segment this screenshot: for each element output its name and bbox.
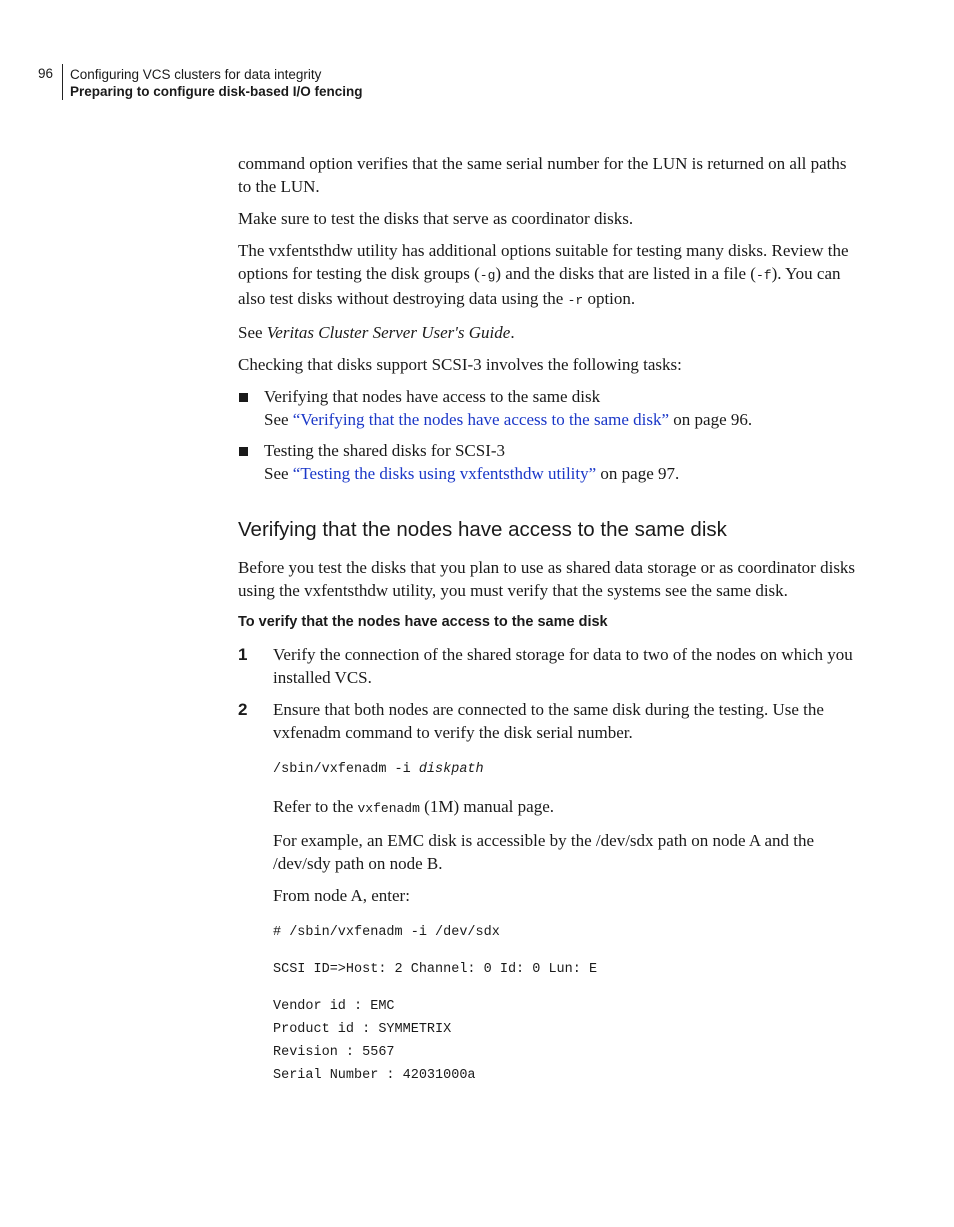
paragraph-tasks-intro: Checking that disks support SCSI-3 involves the following tasks: bbox=[238, 355, 682, 374]
paragraph-see-guide: See Veritas Cluster Server User's Guide. bbox=[238, 323, 515, 342]
step-text: Verify the connection of the shared storage for data to two of the nodes on which you installed VCS. bbox=[273, 645, 853, 687]
paragraph-refer: Refer to the vxfenadm (1M) manual page. bbox=[273, 797, 554, 816]
option-g: -g bbox=[479, 268, 496, 283]
header-titles bbox=[62, 64, 363, 100]
task-list bbox=[238, 385, 862, 485]
output-line: Vendor id : EMC bbox=[273, 999, 395, 1014]
procedure-step bbox=[238, 643, 862, 689]
command-argument: diskpath bbox=[418, 762, 484, 777]
procedure-step bbox=[238, 698, 862, 744]
chapter-title: Configuring VCS clusters for data integrity bbox=[70, 67, 322, 82]
output-line: SCSI ID=>Host: 2 Channel: 0 Id: 0 Lun: E bbox=[273, 962, 598, 977]
output-line: Product id : SYMMETRIX bbox=[273, 1022, 452, 1037]
command-syntax: /sbin/vxfenadm -i diskpath bbox=[273, 762, 484, 777]
output-line: Serial Number : 42031000a bbox=[273, 1068, 476, 1083]
paragraph-coordinator: Make sure to test the disks that serve as coordinator disks. bbox=[238, 209, 634, 228]
page-body bbox=[238, 152, 862, 1101]
section-title: Preparing to configure disk-based I/O fencing bbox=[70, 84, 363, 99]
cross-reference-link[interactable]: “Verifying that the nodes have access to the same disk” bbox=[292, 410, 670, 429]
manual-command: vxfenadm bbox=[357, 801, 420, 816]
option-r: -r bbox=[567, 293, 584, 308]
paragraph-example: For example, an EMC disk is accessible by the /dev/sdx path on node A and the /dev/sdy path on node B. bbox=[273, 831, 815, 873]
running-header bbox=[38, 64, 363, 100]
cross-reference-link[interactable]: “Testing the disks using vxfentsthdw utility” bbox=[292, 464, 597, 483]
paragraph-serial-number: command option verifies that the same serial number for the LUN is returned on all paths to the LUN. bbox=[238, 154, 847, 196]
command-output bbox=[273, 921, 862, 1087]
bullet-square-icon bbox=[239, 393, 248, 402]
output-line: Revision : 5567 bbox=[273, 1045, 395, 1060]
step-number: 2 bbox=[238, 700, 248, 719]
paragraph-options: The vxfentsthdw utility has additional options suitable for testing many disks. Review the options for testing the disk groups (-g) and the disks that are listed in a file (-f). You can also test disks without destroying data using the -r option. bbox=[238, 241, 849, 308]
step-number: 1 bbox=[238, 645, 248, 664]
output-line: # /sbin/vxfenadm -i /dev/sdx bbox=[273, 925, 500, 940]
option-f: -f bbox=[755, 268, 772, 283]
list-item: Verifying that nodes have access to the same disk See “Verifying that the nodes have access to the same disk” on page 96. bbox=[238, 385, 862, 431]
section-heading: Verifying that the nodes have access to the same disk bbox=[238, 518, 727, 541]
page-number: 96 bbox=[38, 66, 54, 81]
step-2-details bbox=[238, 758, 862, 1087]
list-item: Testing the shared disks for SCSI-3 See “Testing the disks using vxfentsthdw utility” on page 97. bbox=[238, 439, 862, 485]
bullet-square-icon bbox=[239, 447, 248, 456]
guide-title: Veritas Cluster Server User's Guide bbox=[266, 323, 511, 342]
paragraph-from-node: From node A, enter: bbox=[273, 886, 410, 905]
section-intro: Before you test the disks that you plan to use as shared data storage or as coordinator disks using the vxfentsthdw utility, you must verify that the systems see the same disk. bbox=[238, 558, 856, 600]
procedure-title: To verify that the nodes have access to the same disk bbox=[238, 614, 608, 630]
step-text: Ensure that both nodes are connected to the same disk during the testing. Use the vxfenadm command to verify the disk serial number. bbox=[273, 700, 824, 742]
